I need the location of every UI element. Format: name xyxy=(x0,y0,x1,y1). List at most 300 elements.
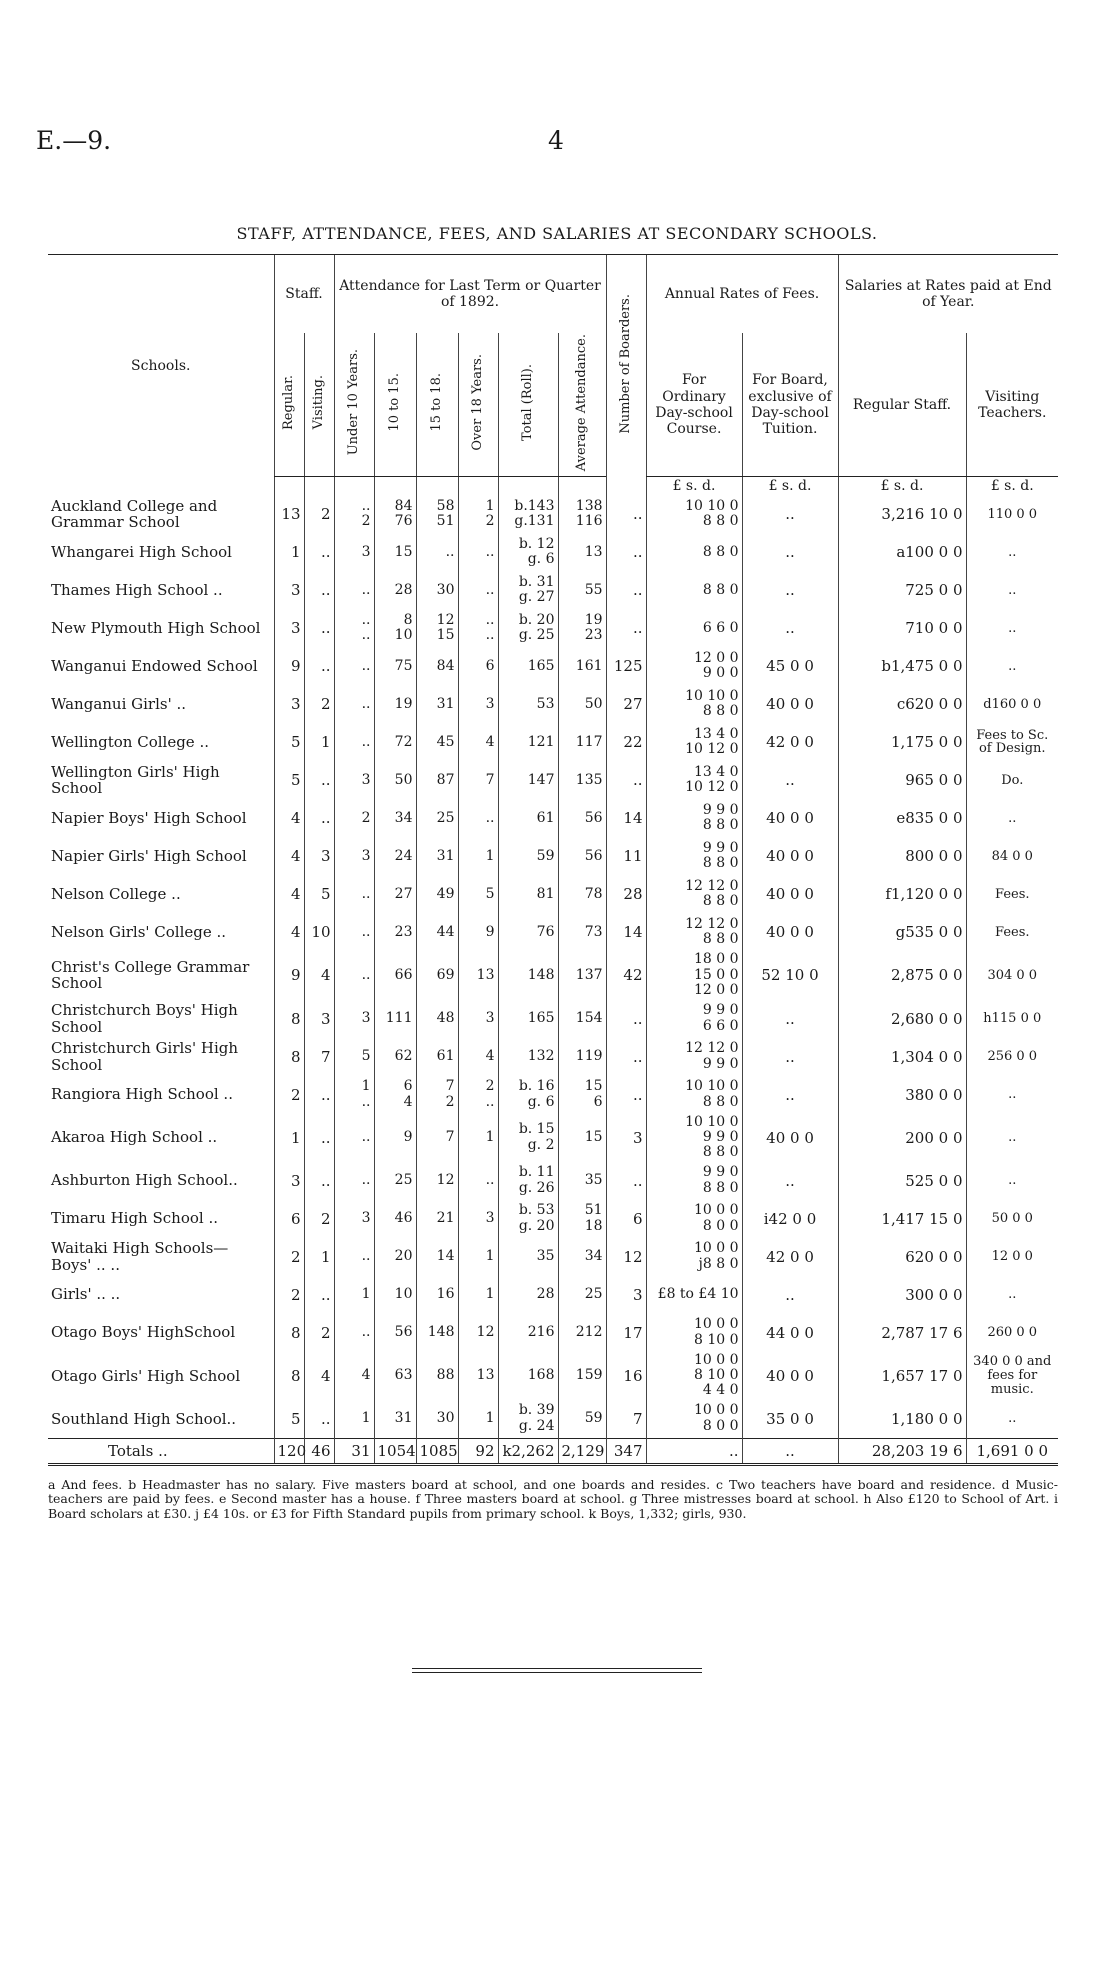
total-roll: 165 xyxy=(498,1000,558,1038)
average-attendance: 51 18 xyxy=(558,1200,606,1238)
table-row xyxy=(48,837,1058,875)
school-name: Southland High School.. xyxy=(51,1409,237,1428)
age-10-to-15: 15 xyxy=(374,533,416,571)
fee-ordinary: 13 4 0 10 12 0 xyxy=(646,723,742,761)
header-salary-visiting: Visiting Teachers. xyxy=(966,333,1058,477)
under-10: 5 xyxy=(334,1038,374,1076)
under-10: .. xyxy=(334,1114,374,1162)
fee-board: .. xyxy=(742,1162,838,1200)
visiting-staff: 3 xyxy=(304,837,334,875)
total-roll: 59 xyxy=(498,837,558,875)
school-name: Ashburton High School.. xyxy=(51,1171,238,1190)
age-10-to-15: 20 xyxy=(374,1238,416,1276)
salary-visiting: 50 0 0 xyxy=(966,1200,1058,1238)
regular-staff: 2 xyxy=(274,1276,304,1314)
age-10-to-15: 8 10 xyxy=(374,609,416,647)
fee-board: 45 0 0 xyxy=(742,647,838,685)
total-roll: 168 xyxy=(498,1352,558,1400)
under-10: .. xyxy=(334,1238,374,1276)
regular-staff: 6 xyxy=(274,1200,304,1238)
header-salaries: Salaries at Rates paid at End of Year. xyxy=(838,255,1058,334)
age-10-to-15: 56 xyxy=(374,1314,416,1352)
boarders: 42 xyxy=(606,951,646,999)
average-attendance: 137 xyxy=(558,951,606,999)
total-roll: 132 xyxy=(498,1038,558,1076)
salary-visiting: 12 0 0 xyxy=(966,1238,1058,1276)
fee-board: 42 0 0 xyxy=(742,1238,838,1276)
over-18: 3 xyxy=(458,1200,498,1238)
total-roll: 147 xyxy=(498,761,558,799)
fee-ordinary: 9 9 0 8 8 0 xyxy=(646,837,742,875)
salary-visiting: .. xyxy=(966,1162,1058,1200)
salary-regular: 525 0 0 xyxy=(838,1162,966,1200)
salary-visiting: .. xyxy=(966,799,1058,837)
total-roll: 121 xyxy=(498,723,558,761)
table-body xyxy=(48,477,1058,1465)
age-15-to-18: 45 xyxy=(416,723,458,761)
visiting-staff: 2 xyxy=(304,495,334,533)
salary-visiting: 340 0 0 and fees for music. xyxy=(966,1352,1058,1400)
regular-staff: 4 xyxy=(274,875,304,913)
over-18: 13 xyxy=(458,1352,498,1400)
boarders: 125 xyxy=(606,647,646,685)
salary-regular: 2,787 17 6 xyxy=(838,1314,966,1352)
fee-ordinary: 12 12 0 8 8 0 xyxy=(646,875,742,913)
fee-ordinary: 10 10 0 9 9 0 8 8 0 xyxy=(646,1114,742,1162)
fee-board: .. xyxy=(742,1038,838,1076)
boarders: .. xyxy=(606,1162,646,1200)
visiting-staff: .. xyxy=(304,1400,334,1439)
fee-ordinary: 12 0 0 9 0 0 xyxy=(646,647,742,685)
fee-ordinary: 9 9 0 8 8 0 xyxy=(646,799,742,837)
age-15-to-18: .. xyxy=(416,533,458,571)
table-row xyxy=(48,1076,1058,1114)
under-10: .. .. xyxy=(334,609,374,647)
fee-board: .. xyxy=(742,1076,838,1114)
under-10: .. xyxy=(334,647,374,685)
table-row xyxy=(48,1352,1058,1400)
fee-board: 40 0 0 xyxy=(742,913,838,951)
total-roll: b. 12 g. 6 xyxy=(498,533,558,571)
total-roll: b. 11 g. 26 xyxy=(498,1162,558,1200)
table-row xyxy=(48,1276,1058,1314)
visiting-staff: 4 xyxy=(304,1352,334,1400)
header-total-roll: Total (Roll). xyxy=(498,333,558,477)
boarders: 3 xyxy=(606,1276,646,1314)
fee-ordinary: 10 10 0 8 8 0 xyxy=(646,495,742,533)
fee-board: .. xyxy=(742,609,838,647)
regular-staff: 4 xyxy=(274,837,304,875)
salary-visiting: Fees. xyxy=(966,913,1058,951)
boarders: 28 xyxy=(606,875,646,913)
fee-board: 35 0 0 xyxy=(742,1400,838,1439)
age-15-to-18: 148 xyxy=(416,1314,458,1352)
fee-ordinary: 10 0 0 8 10 0 xyxy=(646,1314,742,1352)
under-10: .. xyxy=(334,913,374,951)
age-15-to-18: 84 xyxy=(416,647,458,685)
boarders: .. xyxy=(606,1076,646,1114)
boarders: .. xyxy=(606,495,646,533)
salary-visiting: d160 0 0 xyxy=(966,685,1058,723)
visiting-staff: .. xyxy=(304,647,334,685)
salary-visiting: Fees. xyxy=(966,875,1058,913)
document-reference: E.—9. xyxy=(36,126,112,155)
average-attendance: 56 xyxy=(558,837,606,875)
table-row xyxy=(48,609,1058,647)
salary-regular: 2,680 0 0 xyxy=(838,1000,966,1038)
fee-board: .. xyxy=(742,1000,838,1038)
total-roll: b. 31 g. 27 xyxy=(498,571,558,609)
visiting-staff: 4 xyxy=(304,951,334,999)
boarders: 12 xyxy=(606,1238,646,1276)
salary-visiting: .. xyxy=(966,1276,1058,1314)
visiting-staff: .. xyxy=(304,533,334,571)
visiting-staff: 2 xyxy=(304,1200,334,1238)
over-18: 1 xyxy=(458,1238,498,1276)
table-row xyxy=(48,1038,1058,1076)
age-15-to-18: 16 xyxy=(416,1276,458,1314)
over-18: 13 xyxy=(458,951,498,999)
school-name: Wanganui Endowed School xyxy=(51,657,258,676)
table-row xyxy=(48,951,1058,999)
salary-regular: 1,175 0 0 xyxy=(838,723,966,761)
average-attendance: 73 xyxy=(558,913,606,951)
under-10: .. xyxy=(334,723,374,761)
average-attendance: 138 116 xyxy=(558,495,606,533)
salary-regular: 200 0 0 xyxy=(838,1114,966,1162)
visiting-staff: .. xyxy=(304,1162,334,1200)
age-10-to-15: 19 xyxy=(374,685,416,723)
average-attendance: 159 xyxy=(558,1352,606,1400)
total-roll: b. 39 g. 24 xyxy=(498,1400,558,1439)
school-name: New Plymouth High School xyxy=(51,619,261,638)
age-10-to-15: 46 xyxy=(374,1200,416,1238)
school-name: Whangarei High School xyxy=(51,543,232,562)
average-attendance: 34 xyxy=(558,1238,606,1276)
school-name: Thames High School .. xyxy=(51,581,223,600)
regular-staff: 8 xyxy=(274,1352,304,1400)
table-row xyxy=(48,1200,1058,1238)
under-10: 1 .. xyxy=(334,1076,374,1114)
header-under-10: Under 10 Years. xyxy=(334,333,374,477)
unit-ordinary: £ s. d. xyxy=(646,477,742,496)
visiting-staff: 1 xyxy=(304,723,334,761)
salary-visiting: .. xyxy=(966,609,1058,647)
total-roll: 53 xyxy=(498,685,558,723)
header-boarders: Number of Boarders. xyxy=(606,255,646,477)
age-10-to-15: 84 76 xyxy=(374,495,416,533)
salary-regular: 725 0 0 xyxy=(838,571,966,609)
school-name: Waitaki High Schools— Boys' .. .. xyxy=(51,1239,229,1274)
regular-staff: 1 xyxy=(274,1114,304,1162)
salary-visiting: 84 0 0 xyxy=(966,837,1058,875)
fee-board: .. xyxy=(742,571,838,609)
age-15-to-18: 31 xyxy=(416,837,458,875)
salary-regular: 3,216 10 0 xyxy=(838,495,966,533)
regular-staff: 3 xyxy=(274,571,304,609)
visiting-staff: 3 xyxy=(304,1000,334,1038)
total-age-10-to-15: 1054 xyxy=(374,1438,416,1464)
age-15-to-18: 69 xyxy=(416,951,458,999)
school-name: Auckland College and Grammar School xyxy=(51,496,218,532)
salary-regular: 1,657 17 0 xyxy=(838,1352,966,1400)
age-15-to-18: 58 51 xyxy=(416,495,458,533)
regular-staff: 3 xyxy=(274,685,304,723)
school-name: Wellington College .. xyxy=(51,733,209,752)
age-10-to-15: 24 xyxy=(374,837,416,875)
boarders: .. xyxy=(606,571,646,609)
fee-board: i42 0 0 xyxy=(742,1200,838,1238)
fee-ordinary: 18 0 0 15 0 0 12 0 0 xyxy=(646,951,742,999)
fee-ordinary: 9 9 0 8 8 0 xyxy=(646,1162,742,1200)
boarders: 22 xyxy=(606,723,646,761)
school-name: Christchurch Girls' High School xyxy=(51,1039,239,1074)
average-attendance: 117 xyxy=(558,723,606,761)
visiting-staff: .. xyxy=(304,571,334,609)
over-18: .. xyxy=(458,799,498,837)
average-attendance: 13 xyxy=(558,533,606,571)
header-fee-board: For Board, exclusive of Day-school Tuition. xyxy=(742,333,838,477)
visiting-staff: .. xyxy=(304,761,334,799)
regular-staff: 5 xyxy=(274,761,304,799)
total-roll: 28 xyxy=(498,1276,558,1314)
salary-visiting: Do. xyxy=(966,761,1058,799)
over-18: 4 xyxy=(458,1038,498,1076)
under-10: 1 xyxy=(334,1400,374,1439)
over-18: 9 xyxy=(458,913,498,951)
over-18: 1 xyxy=(458,1276,498,1314)
visiting-staff: .. xyxy=(304,1114,334,1162)
fee-board: 52 10 0 xyxy=(742,951,838,999)
regular-staff: 3 xyxy=(274,1162,304,1200)
average-attendance: 55 xyxy=(558,571,606,609)
salary-regular: 300 0 0 xyxy=(838,1276,966,1314)
header-10-to-15: 10 to 15. xyxy=(374,333,416,477)
fee-ordinary: £8 to £4 10 xyxy=(646,1276,742,1314)
age-10-to-15: 34 xyxy=(374,799,416,837)
total-total-roll: k2,262 xyxy=(498,1438,558,1464)
table-row xyxy=(48,1000,1058,1038)
salary-regular: g535 0 0 xyxy=(838,913,966,951)
boarders: 27 xyxy=(606,685,646,723)
average-attendance: 56 xyxy=(558,799,606,837)
age-15-to-18: 48 xyxy=(416,1000,458,1038)
fee-ordinary: 10 0 0 8 0 0 xyxy=(646,1400,742,1439)
age-15-to-18: 21 xyxy=(416,1200,458,1238)
boarders: 17 xyxy=(606,1314,646,1352)
under-10: 3 xyxy=(334,533,374,571)
salary-visiting: Fees to Sc. of Design. xyxy=(966,723,1058,761)
salary-visiting: 260 0 0 xyxy=(966,1314,1058,1352)
fee-board: 42 0 0 xyxy=(742,723,838,761)
age-10-to-15: 75 xyxy=(374,647,416,685)
salary-regular: 1,180 0 0 xyxy=(838,1400,966,1439)
header-schools: Schools. xyxy=(48,255,274,477)
table-row xyxy=(48,1400,1058,1439)
total-over-18: 92 xyxy=(458,1438,498,1464)
school-name: Napier Girls' High School xyxy=(51,847,247,866)
fee-board: 40 0 0 xyxy=(742,685,838,723)
average-attendance: 50 xyxy=(558,685,606,723)
age-15-to-18: 49 xyxy=(416,875,458,913)
school-name: Nelson College .. xyxy=(51,885,181,904)
fee-board: 40 0 0 xyxy=(742,1352,838,1400)
age-10-to-15: 31 xyxy=(374,1400,416,1439)
fee-ordinary: 6 6 0 xyxy=(646,609,742,647)
end-rule xyxy=(412,1668,702,1673)
over-18: 1 2 xyxy=(458,495,498,533)
table-row xyxy=(48,913,1058,951)
header-attendance: Attendance for Last Term or Quarter of 1892. xyxy=(334,255,606,334)
total-roll: 81 xyxy=(498,875,558,913)
age-10-to-15: 50 xyxy=(374,761,416,799)
table-row xyxy=(48,723,1058,761)
unit-board: £ s. d. xyxy=(742,477,838,496)
average-attendance: 35 xyxy=(558,1162,606,1200)
header-staff: Staff. xyxy=(274,255,334,334)
regular-staff: 9 xyxy=(274,647,304,685)
total-boarders: 347 xyxy=(606,1438,646,1464)
table-row xyxy=(48,685,1058,723)
staff-attendance-table xyxy=(48,254,1058,1466)
fee-ordinary: 10 0 0 j8 8 0 xyxy=(646,1238,742,1276)
regular-staff: 9 xyxy=(274,951,304,999)
age-15-to-18: 87 xyxy=(416,761,458,799)
salary-visiting: h115 0 0 xyxy=(966,1000,1058,1038)
visiting-staff: 2 xyxy=(304,685,334,723)
age-10-to-15: 6 4 xyxy=(374,1076,416,1114)
header-visiting: Visiting. xyxy=(304,333,334,477)
age-15-to-18: 88 xyxy=(416,1352,458,1400)
total-roll: b.143 g.131 xyxy=(498,495,558,533)
age-15-to-18: 14 xyxy=(416,1238,458,1276)
average-attendance: 59 xyxy=(558,1400,606,1439)
regular-staff: 4 xyxy=(274,913,304,951)
total-age-15-to-18: 1085 xyxy=(416,1438,458,1464)
salary-regular: 1,417 15 0 xyxy=(838,1200,966,1238)
table-row xyxy=(48,761,1058,799)
table-row xyxy=(48,1314,1058,1352)
age-10-to-15: 111 xyxy=(374,1000,416,1038)
under-10: 1 xyxy=(334,1276,374,1314)
visiting-staff: .. xyxy=(304,799,334,837)
under-10: .. xyxy=(334,1314,374,1352)
age-15-to-18: 7 2 xyxy=(416,1076,458,1114)
under-10: 4 xyxy=(334,1352,374,1400)
salary-regular: 965 0 0 xyxy=(838,761,966,799)
over-18: 1 xyxy=(458,837,498,875)
regular-staff: 5 xyxy=(274,723,304,761)
fee-board: .. xyxy=(742,495,838,533)
boarders: 14 xyxy=(606,799,646,837)
salary-regular: a100 0 0 xyxy=(838,533,966,571)
visiting-staff: 1 xyxy=(304,1238,334,1276)
regular-staff: 8 xyxy=(274,1038,304,1076)
total-roll: 148 xyxy=(498,951,558,999)
boarders: .. xyxy=(606,1038,646,1076)
under-10: .. xyxy=(334,875,374,913)
boarders: 7 xyxy=(606,1400,646,1439)
school-name: Nelson Girls' College .. xyxy=(51,923,227,942)
age-15-to-18: 7 xyxy=(416,1114,458,1162)
boarders: 14 xyxy=(606,913,646,951)
age-10-to-15: 25 xyxy=(374,1162,416,1200)
salary-regular: b1,475 0 0 xyxy=(838,647,966,685)
salary-regular: f1,120 0 0 xyxy=(838,875,966,913)
age-15-to-18: 44 xyxy=(416,913,458,951)
average-attendance: 25 xyxy=(558,1276,606,1314)
total-roll: b. 53 g. 20 xyxy=(498,1200,558,1238)
boarders: 11 xyxy=(606,837,646,875)
fee-board: 44 0 0 xyxy=(742,1314,838,1352)
fee-board: 40 0 0 xyxy=(742,1114,838,1162)
over-18: 1 xyxy=(458,1114,498,1162)
fee-ordinary: 13 4 0 10 12 0 xyxy=(646,761,742,799)
salary-regular: 2,875 0 0 xyxy=(838,951,966,999)
over-18: 2 .. xyxy=(458,1076,498,1114)
fee-ordinary: 9 9 0 6 6 0 xyxy=(646,1000,742,1038)
school-name: Otago Boys' HighSchool xyxy=(51,1323,236,1342)
age-10-to-15: 66 xyxy=(374,951,416,999)
salary-visiting: .. xyxy=(966,533,1058,571)
table-row xyxy=(48,1238,1058,1276)
salary-regular: 1,304 0 0 xyxy=(838,1038,966,1076)
table-row xyxy=(48,495,1058,533)
table-row xyxy=(48,533,1058,571)
total-average-attendance: 2,129 xyxy=(558,1438,606,1464)
school-name: Akaroa High School .. xyxy=(51,1128,218,1147)
school-name: Timaru High School .. xyxy=(51,1209,218,1228)
visiting-staff: 5 xyxy=(304,875,334,913)
age-10-to-15: 23 xyxy=(374,913,416,951)
salary-regular: 710 0 0 xyxy=(838,609,966,647)
age-15-to-18: 12 15 xyxy=(416,609,458,647)
boarders: .. xyxy=(606,761,646,799)
under-10: 3 xyxy=(334,761,374,799)
age-15-to-18: 12 xyxy=(416,1162,458,1200)
fee-ordinary: 12 12 0 9 9 0 xyxy=(646,1038,742,1076)
salary-visiting: .. xyxy=(966,647,1058,685)
average-attendance: 161 xyxy=(558,647,606,685)
totals-row xyxy=(48,1438,1058,1464)
over-18: 4 xyxy=(458,723,498,761)
total-roll: 165 xyxy=(498,647,558,685)
visiting-staff: .. xyxy=(304,1076,334,1114)
fee-ordinary: 10 0 0 8 10 0 4 4 0 xyxy=(646,1352,742,1400)
regular-staff: 8 xyxy=(274,1314,304,1352)
fee-ordinary: 10 10 0 8 8 0 xyxy=(646,1076,742,1114)
visiting-staff: 7 xyxy=(304,1038,334,1076)
age-10-to-15: 72 xyxy=(374,723,416,761)
age-15-to-18: 30 xyxy=(416,571,458,609)
header-15-to-18: 15 to 18. xyxy=(416,333,458,477)
over-18: .. xyxy=(458,533,498,571)
fee-board: 40 0 0 xyxy=(742,799,838,837)
visiting-staff: .. xyxy=(304,1276,334,1314)
footnotes: a And fees. b Headmaster has no salary. Five masters board at school, and one boards and resides. c Two teachers have board and residence. d Music-teachers are paid by fees. e Second master has a house. f Three masters board at school. g Three mistresses board at school. h Also £120 to School of Art. i Board scholars at £30. j £4 10s. or £3 for Fifth Standard pupils from primary school. k Boys, 1,332; girls, 930. xyxy=(48,1477,1058,1521)
school-name: Rangiora High School .. xyxy=(51,1085,233,1104)
regular-staff: 4 xyxy=(274,799,304,837)
table-row xyxy=(48,875,1058,913)
salary-visiting: 256 0 0 xyxy=(966,1038,1058,1076)
under-10: .. xyxy=(334,571,374,609)
regular-staff: 13 xyxy=(274,495,304,533)
fee-ordinary: 10 0 0 8 0 0 xyxy=(646,1200,742,1238)
over-18: 12 xyxy=(458,1314,498,1352)
boarders: 6 xyxy=(606,1200,646,1238)
age-10-to-15: 27 xyxy=(374,875,416,913)
school-name: Christchurch Boys' High School xyxy=(51,1001,238,1036)
